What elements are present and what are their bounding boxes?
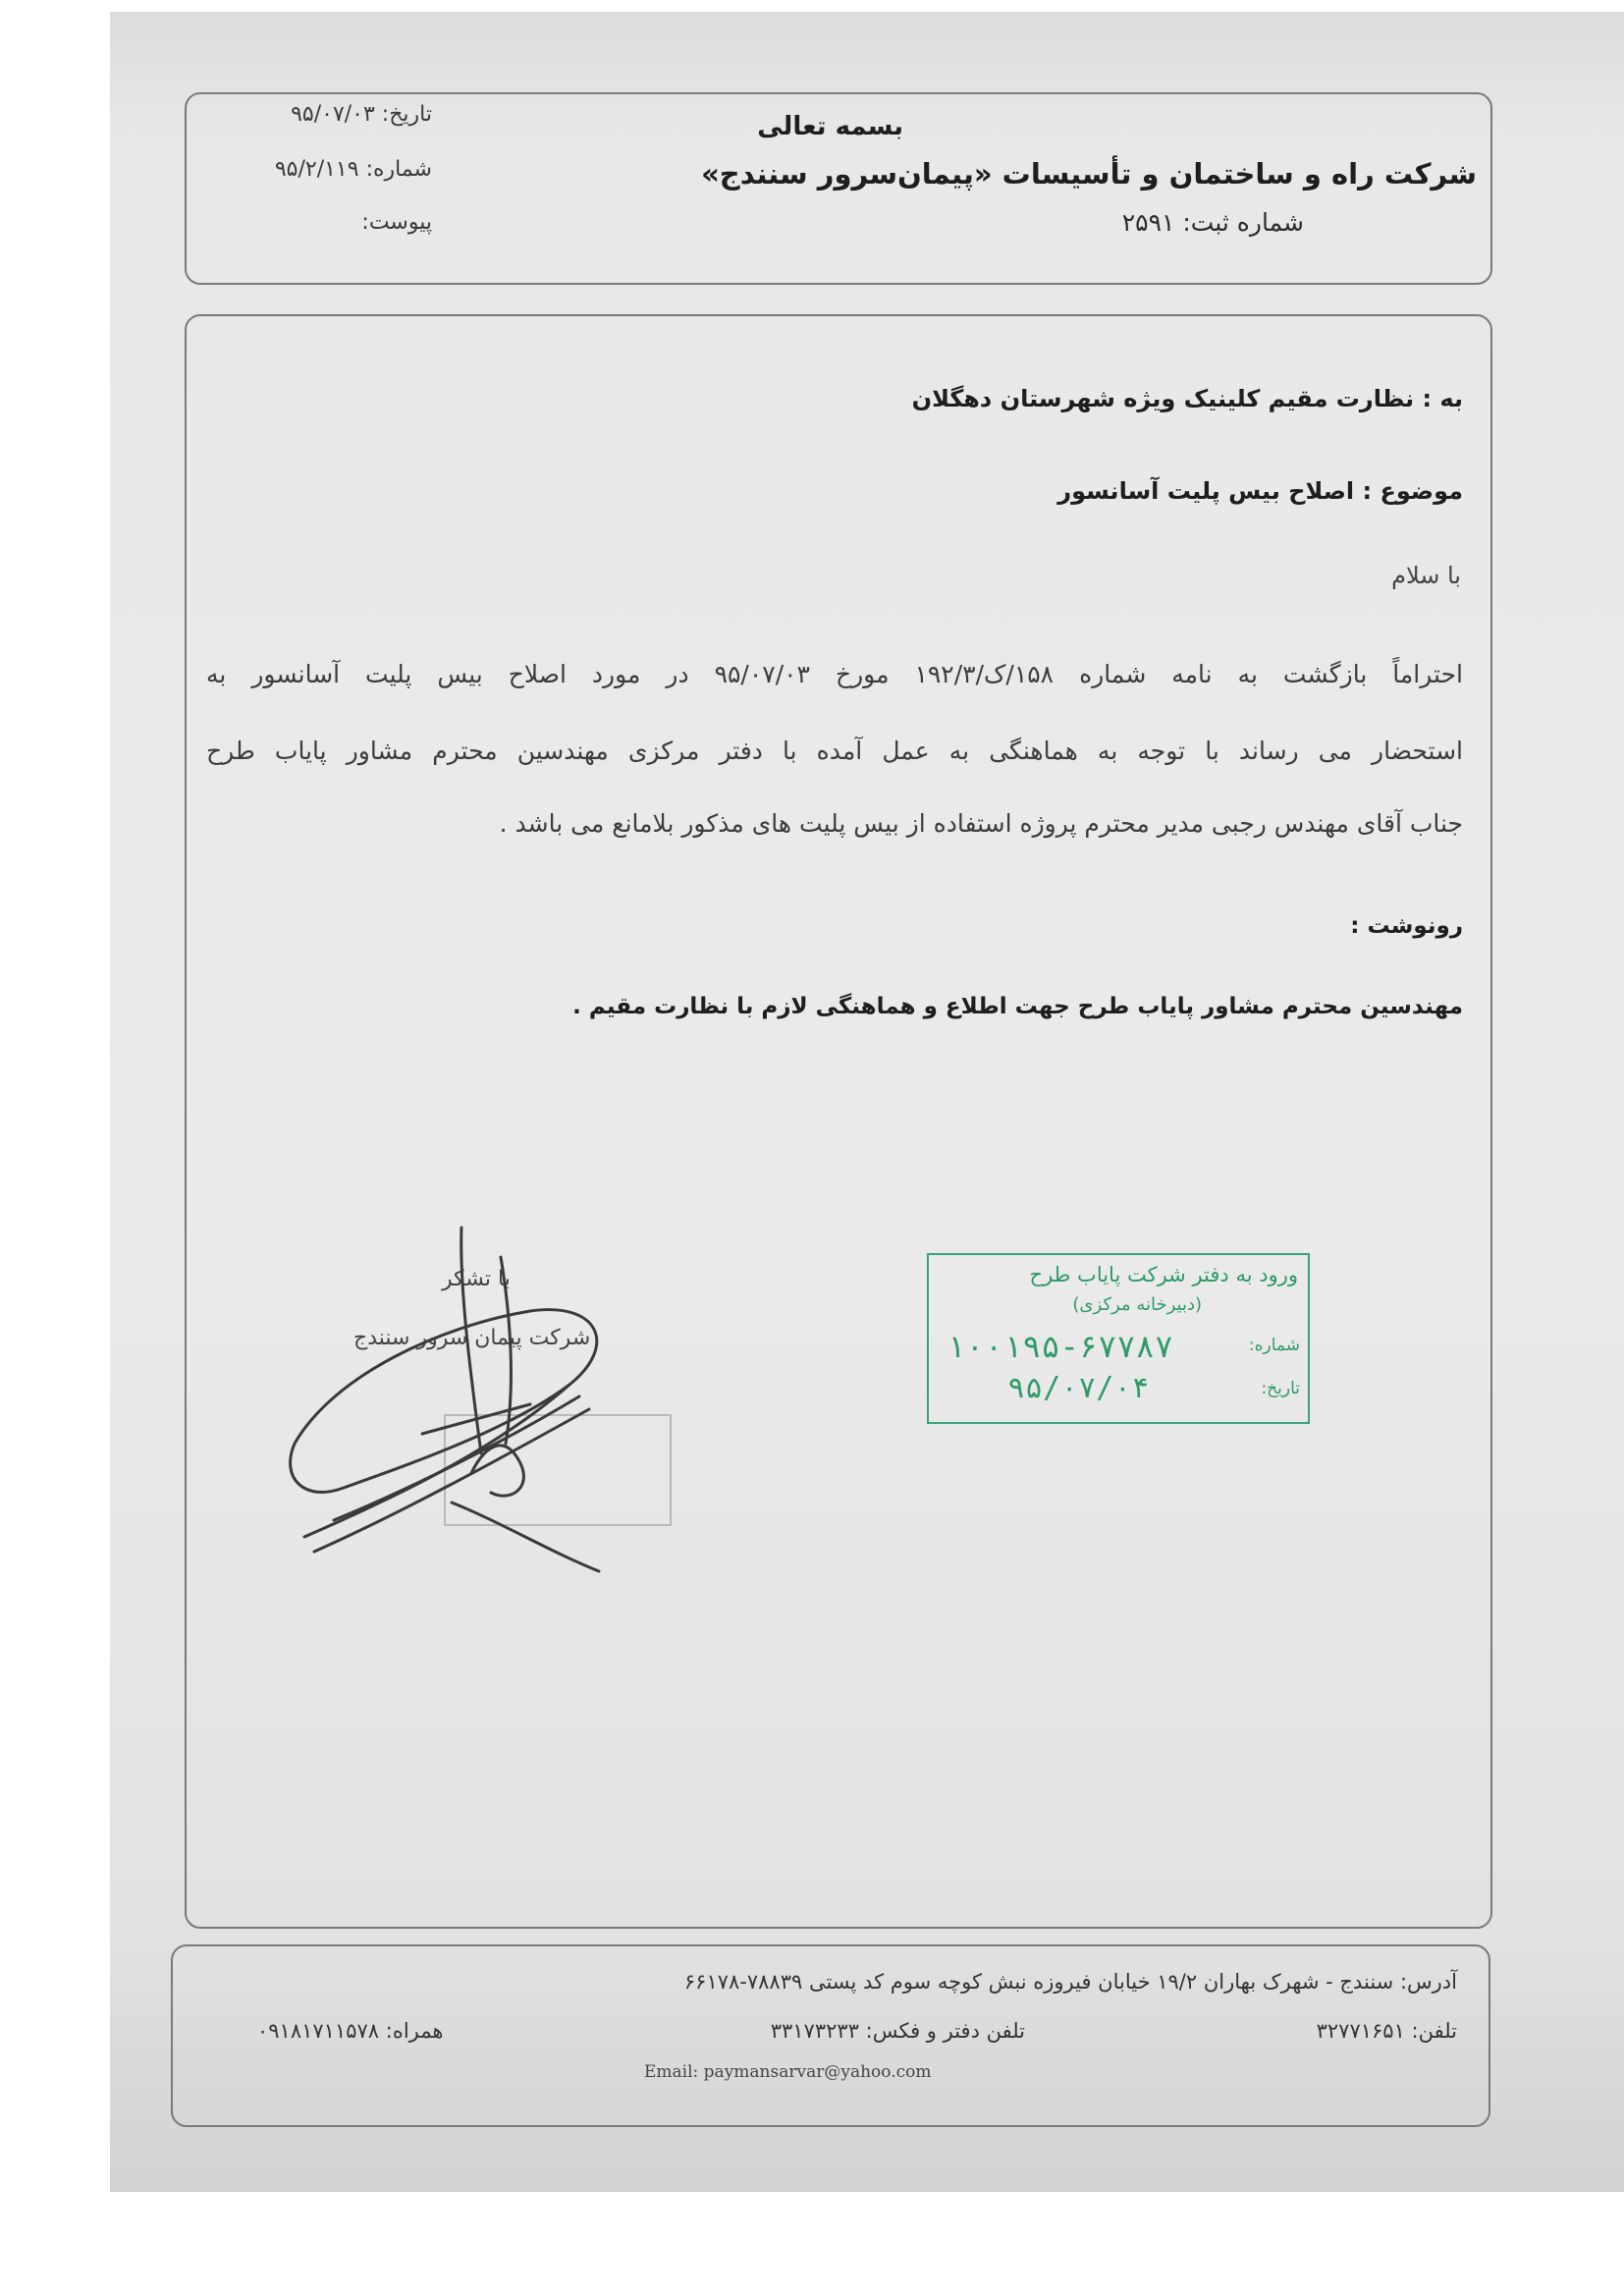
signature-closing: با تشکر — [442, 1267, 511, 1291]
letter-date: تاریخ: ۹۵/۰۷/۰۳ — [291, 102, 432, 127]
cc-line: مهندسین محترم مشاور پایاب طرح جهت اطلاع و هماهنگی لازم با نظارت مقیم . — [572, 994, 1463, 1019]
stamp-title: ورود به دفتر شرکت پایاب طرح — [1029, 1263, 1298, 1286]
letter-body-line-1: احتراماً بازگشت به نامه شماره ۱۵۸/ک/۱۹۲/۳ مورخ ۹۵/۰۷/۰۳ در مورد اصلاح بیس پلیت آسانسور به — [206, 660, 1463, 688]
handwritten-signature — [275, 1208, 687, 1581]
footer-phone: تلفن: ۳۲۷۷۱۶۵۱ — [1316, 2019, 1457, 2043]
receipt-stamp — [927, 1253, 1310, 1424]
footer-office-phone: تلفن دفتر و فکس: ۳۳۱۷۳۲۳۳ — [770, 2019, 1025, 2043]
cc-label: رونوشت : — [1350, 913, 1463, 939]
footer-address: آدرس: سنندج - شهرک بهاران ۱۹/۲ خیابان فیروزه نبش کوچه سوم کد پستی ۷۸۸۳۹-۶۶۱۷۸ — [683, 1970, 1457, 1994]
signature-company: شرکت پیمان سرور سنندج — [353, 1326, 591, 1350]
stamp-number-value: ۱۰۰۱۹۵-۶۷۷۸۷ — [947, 1328, 1174, 1365]
letter-recipient: به : نظارت مقیم کلینیک ویژه شهرستان دهگلان — [911, 385, 1463, 412]
letter-number: شماره: ۹۵/۲/۱۱۹ — [274, 157, 432, 182]
letter-attachment: پیوست: — [361, 210, 432, 235]
stamp-subtitle: (دبیرخانه مرکزی) — [1072, 1294, 1202, 1315]
footer-email: Email: paymansarvar@yahoo.com — [644, 2062, 932, 2082]
stamp-number-label: شماره: — [1248, 1336, 1300, 1355]
letter-greeting: با سلام — [1391, 562, 1461, 589]
letter-subject: موضوع : اصلاح بیس پلیت آسانسور — [1057, 477, 1463, 505]
letter-body-line-3: جناب آقای مهندس رجبی مدیر محترم پروژه استفاده از بیس پلیت های مذکور بلامانع می باشد . — [499, 809, 1463, 838]
letter-body-box — [185, 314, 1492, 1929]
letterhead-registration: شماره ثبت: ۲۵۹۱ — [1121, 208, 1304, 237]
stamp-date-label: تاریخ: — [1261, 1379, 1300, 1398]
letter-body-line-2: استحضار می رساند با توجه به هماهنگی به عمل آمده با دفتر مرکزی مهندسین محترم مشاور پایاب طرح — [206, 737, 1463, 765]
footer-mobile: همراه: ۰۹۱۸۱۷۱۱۵۷۸ — [257, 2019, 444, 2043]
letterhead-company: شرکت راه و ساختمان و تأسیسات «پیمان‌سرور سنندج» — [701, 157, 1477, 191]
letterhead-invocation: بسمه تعالی — [757, 112, 903, 141]
stamp-date-value: ۹۵/۰۷/۰۴ — [1007, 1371, 1150, 1405]
